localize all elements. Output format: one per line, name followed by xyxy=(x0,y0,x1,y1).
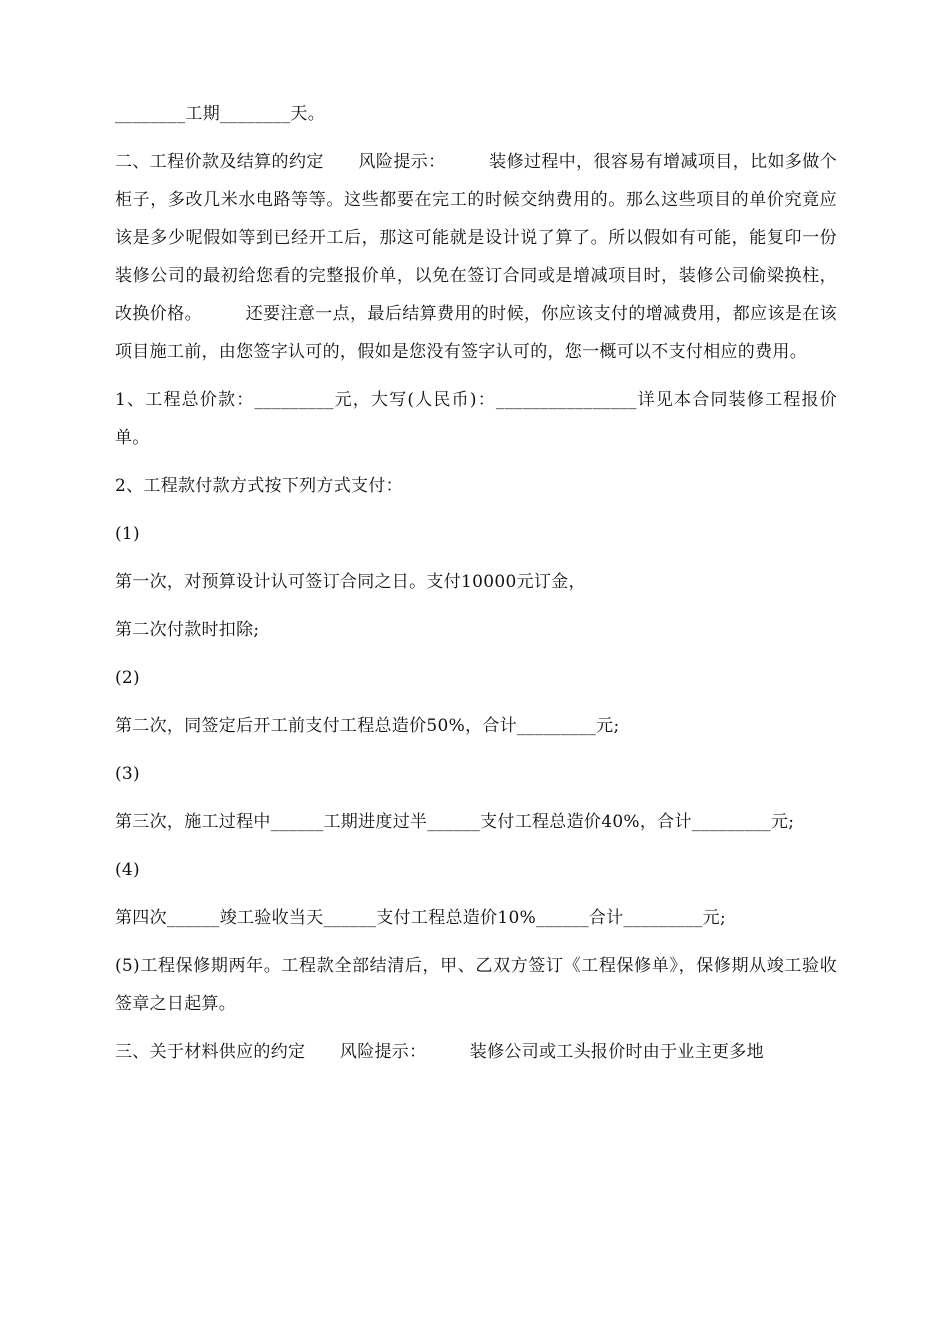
paragraph-second-payment: 第二次，同签定后开工前支付工程总造价50%，合计_________元; xyxy=(115,716,620,736)
paragraph-first-payment: 第一次，对预算设计认可签订合同之日。支付10000元订金， xyxy=(115,572,586,592)
paragraph-payment-method: 2、工程款付款方式按下列方式支付： xyxy=(115,476,403,496)
paragraph-item-1-number: (1) xyxy=(115,524,140,544)
paragraph-construction-period: ________工期________天。 xyxy=(115,104,325,124)
paragraph-deduction: 第二次付款时扣除; xyxy=(115,620,260,640)
paragraph-section-2-pricing: 二、工程价款及结算的约定 风险提示： 装修过程中，很容易有增减项目，比如多做个柜子，多改几米水电路等等。这些都要在完工的时候交纳费用的。那么这些项目的单价究竟应该是多少呢假如等到已经开工后，那这可能就是设计说了算了。所以假如有可能，能复印一份装修公司的最初给您看的完整报价单，以免在签订合同或是增减项目时，装修公司偷梁换柱，改换价格。 还要注意一点，最后结算费用的时候，你应该支付的增减费用，都应该是在该项目施工前，由您签字认可的，假如是您没有签字认可的，您一概可以不支付相应的费用。 xyxy=(115,152,837,362)
paragraph-section-3-materials: 三、关于材料供应的约定 风险提示： 装修公司或工头报价时由于业主更多地 xyxy=(115,1042,764,1062)
paragraph-third-payment: 第三次，施工过程中______工期进度过半______支付工程总造价40%，合计_________元; xyxy=(115,812,795,832)
paragraph-total-price: 1、工程总价款：_________元，大写(人民币)：________________详见本合同装修工程报价单。 xyxy=(115,390,837,448)
document-body xyxy=(115,95,837,1081)
paragraph-warranty: (5)工程保修期两年。工程款全部结清后，甲、乙双方签订《工程保修单》，保修期从竣工验收签章之日起算。 xyxy=(115,956,837,1014)
paragraph-item-4-number: (4) xyxy=(115,860,140,880)
paragraph-fourth-payment: 第四次______竣工验收当天______支付工程总造价10%______合计_________元; xyxy=(115,908,727,928)
paragraph-item-2-number: (2) xyxy=(115,668,140,688)
paragraph-item-3-number: (3) xyxy=(115,764,140,784)
